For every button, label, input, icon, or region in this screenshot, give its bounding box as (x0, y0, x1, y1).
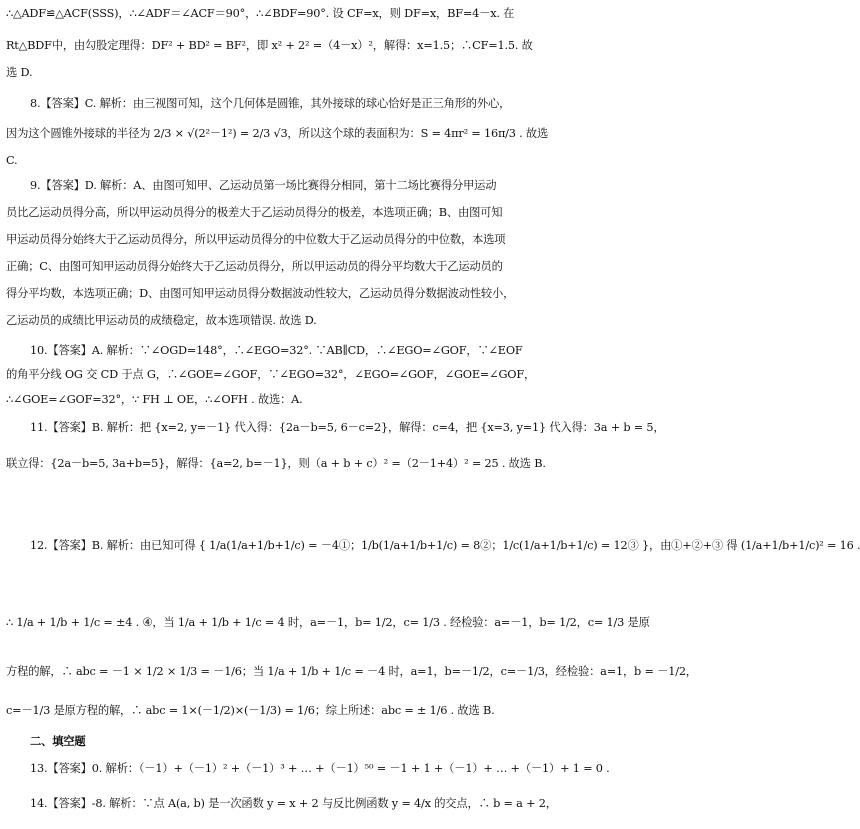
text-line: 的角平分线 OG 交 CD 于点 G，∴∠GOE=∠GOF，∵∠EGO=32°，∠EGO=∠GOF，∠GOE=∠GOF， (6, 368, 536, 381)
text-line: 因为这个圆锥外接球的半径为 2/3 × √(2²－1²) = 2/3 √3，所以这个球的表面积为：S = 4πr² = 16π/3 . 故选 (6, 127, 549, 140)
text-line: 10.【答案】A. 解析：∵∠OGD=148°，∴∠EGO=32°. ∵AB∥CD，∴∠EGO=∠GOF，∵∠EOF (30, 344, 523, 357)
text-line: 8.【答案】C. 解析：由三视图可知，这个几何体是圆锥，其外接球的球心恰好是正三角形的外心， (30, 97, 511, 110)
text-line: 方程的解，∴ abc = －1 × 1/2 × 1/3 = －1/6；当 1/a + 1/b + 1/c = －4 时，a=1，b=－1/2，c=－1/3，经检验：a=1，b = －1/2， (6, 665, 697, 678)
text-line: 9.【答案】D. 解析：A、由图可知甲、乙运动员第一场比赛得分相同，第十二场比赛得分甲运动 (30, 179, 497, 192)
text-line: Rt△BDF中，由勾股定理得：DF² + BD² = BF²，即 x² + 2² =（4－x）²，解得：x=1.5；∴CF=1.5. 故 (6, 39, 533, 52)
text-line: 甲运动员得分始终大于乙运动员得分，所以甲运动员得分的中位数大于乙运动员得分的中位数，本选项 (6, 233, 506, 246)
text-line: 得分平均数，本选项正确；D、由图可知甲运动员得分数据波动性较大，乙运动员得分数据波动性较小， (6, 287, 515, 300)
text-line: c=－1/3 是原方程的解，∴ abc = 1×(－1/2)×(－1/3) = 1/6；综上所述：abc = ± 1/6 . 故选 B. (6, 704, 495, 717)
text-line: 14.【答案】-8. 解析：∵点 A(a, b) 是一次函数 y = x + 2 与反比例函数 y = 4/x 的交点，∴ b = a + 2， (30, 797, 557, 810)
text-line: 正确；C、由图可知甲运动员得分始终大于乙运动员得分，所以甲运动员的得分平均数大于乙运动员的 (6, 260, 503, 273)
text-line: ∴ 1/a + 1/b + 1/c = ±4 . ④，当 1/a + 1/b + 1/c = 4 时，a=－1，b= 1/2，c= 1/3 . 经检验：a=－1，b= 1/2，c= 1/3 是原 (6, 616, 650, 629)
text-line: 11.【答案】B. 解析：把 {x=2, y=－1} 代入得：{2a－b=5, 6－c=2}，解得：c=4，把 {x=3, y=1} 代入得：3a + b = 5， (30, 421, 665, 434)
text-line: 乙运动员的成绩比甲运动员的成绩稳定，故本选项错误. 故选 D. (6, 314, 317, 327)
text-line: ∴∠GOE=∠GOF=32°，∵ FH ⊥ OE，∴∠OFH . 故选：A. (6, 393, 303, 406)
text-line: 选 D. (6, 66, 33, 79)
text-line: 12.【答案】B. 解析：由已知可得 { 1/a(1/a+1/b+1/c) = －4①；1/b(1/a+1/b+1/c) = 8②；1/c(1/a+1/b+1/c) = 12③ }，由①+②+③ 得 (1/a+1/b+1/c)² = 16 . (30, 539, 860, 552)
text-line: C. (6, 154, 18, 167)
text-line: ∴△ADF≌△ACF(SSS)，∴∠ADF＝∠ACF＝90°，∴∠BDF=90°. 设 CF=x，则 DF=x，BF=4－x. 在 (6, 7, 515, 20)
text-line: 13.【答案】0. 解析：（－1）+（－1）² +（－1）³ + … +（－1）⁵⁰ = －1 + 1 +（－1）+ … +（－1）+ 1 = 0 . (30, 762, 610, 775)
text-line: 员比乙运动员得分高，所以甲运动员得分的极差大于乙运动员得分的极差，本选项正确；B、由图可知 (6, 206, 503, 219)
text-line: 二、填空题 (30, 734, 86, 748)
text-line: 联立得：{2a－b=5, 3a+b=5}，解得：{a=2, b=－1}，则（a + b + c）² =（2－1+4）² = 25 . 故选 B. (6, 457, 546, 470)
